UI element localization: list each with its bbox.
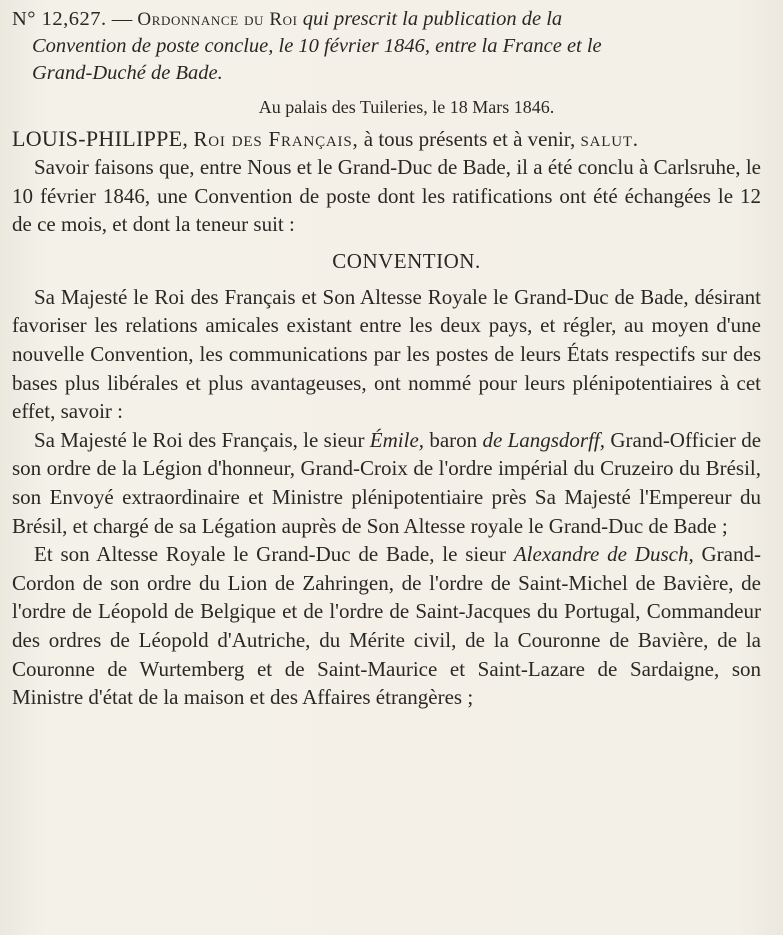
- p3-before: Sa Majesté le Roi des Français, le sieur: [34, 427, 370, 452]
- p3-mid: baron: [424, 427, 483, 452]
- p4-before: Et son Altesse Royale le Grand-Duc de Bade, le sieur: [34, 542, 514, 567]
- p3-after: Grand-Officier de son ordre de la Légion d'honneur, Grand-Croix de l'ordre impérial du Cruzeiro du Brésil, son Envoyé extraordinaire et Ministre plénipotentiaire près Sa Majesté l'Empereur du Brésil, et chargé de sa Légation auprès de Son Altesse royale le Grand-Duc de Bade ;: [12, 427, 762, 538]
- king-name: LOUIS-PHILIPPE,: [12, 126, 189, 151]
- ordinance-title: Ordonnance du Roi: [137, 9, 298, 30]
- p4-after: Grand-Cordon de son ordre du Lion de Zahringen, de l'ordre de Saint-Michel de Bavière, de l'ordre de Léopold de Belgique et de l'ordre de Saint-Jacques du Portugal, Commandeur des ordres de Léopold d'Autriche, du Mérite civil, de la Couronne de Bavière, de la Couronne de Wurtemberg et de Saint-Maurice et Saint-Lazare de Sardaigne, son Ministre d'état de la maison et des Affaires étrangères ;: [12, 542, 761, 710]
- intro-rest: à tous présents et à venir,: [358, 127, 576, 151]
- dateline: Au palais des Tuileries, le 18 Mars 1846.: [258, 97, 555, 117]
- salut: salut.: [580, 127, 639, 151]
- paragraph-savoir-faisons: Savoir faisons que, entre Nous et le Grand-Duc de Bade, il a été conclu à Carlsruhe, le 10 février 1846, une Convention de poste dont les ratifications ont été échangées le 12 de ce mois, et dont la teneur suit :: [12, 155, 761, 237]
- paragraph-preamble: Sa Majesté le Roi des Français et Son Altesse Royale le Grand-Duc de Bade, désirant favoriser les relations amicales existant entre les deux pays, et régler, au moyen d'une nouvelle Convention, les communications par les postes de leurs États respectifs sur des bases plus libérales et plus avantageuses, ont nommé pour leurs plénipotentiaires à cet effet, savoir :: [12, 284, 761, 424]
- p3-name: Émile,: [369, 427, 425, 452]
- header-dash: —: [106, 8, 138, 30]
- paragraph-french-plenipotentiary: [12, 426, 761, 540]
- header-line1-rest: qui prescrit la publication de la: [297, 8, 563, 30]
- ordinance-header: [12, 6, 761, 87]
- header-line3: Grand-Duché de Bade.: [32, 62, 223, 84]
- paragraph-baden-plenipotentiary: [12, 540, 761, 712]
- section-title: CONVENTION.: [332, 248, 481, 273]
- p3-name2: de Langsdorff,: [482, 427, 606, 452]
- king-title: Roi des Français,: [193, 127, 359, 151]
- header-line2: Convention de poste conclue, le 10 février 1846, entre la France et le: [32, 35, 602, 57]
- p4-name: Alexandre de Dusch,: [513, 542, 694, 567]
- bulletin-number: N° 12,627.: [12, 8, 107, 30]
- royal-intro: [12, 125, 761, 153]
